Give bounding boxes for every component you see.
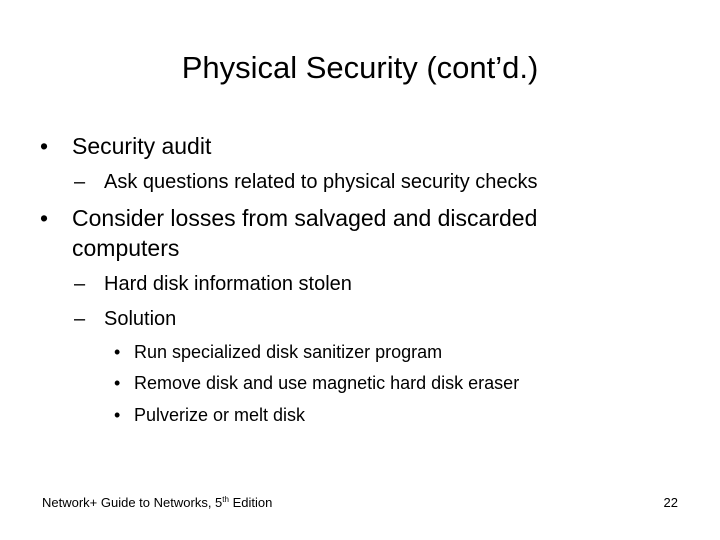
page-number: 22: [663, 495, 678, 510]
footer-book-suffix: Edition: [228, 495, 273, 510]
sub-sub-bullet-text: Remove disk and use magnetic hard disk eraser: [134, 373, 520, 393]
bullet-dot-icon: •: [40, 205, 49, 231]
bullet-text-line-1: Consider losses from salvaged and discarded: [72, 205, 538, 231]
bullet-dot-icon: •: [40, 133, 49, 159]
slide-title: Physical Security (cont’d.): [181, 50, 539, 85]
sub-bullet-text: Ask questions related to physical security checks: [104, 171, 538, 193]
bullet-dot-icon: •: [114, 373, 121, 393]
sub-sub-bullet-text: Run specialized disk sanitizer program: [134, 342, 443, 362]
dash-icon: –: [74, 308, 86, 330]
sub-bullet-text: Solution: [104, 308, 177, 330]
footer-book-prefix: Network+ Guide to Networks, 5: [42, 495, 223, 510]
bullet-dot-icon: •: [114, 342, 121, 362]
dash-icon: –: [74, 171, 86, 193]
sub-sub-bullet-text: Pulverize or melt disk: [134, 405, 306, 425]
bullet-text: Security audit: [72, 133, 212, 159]
sub-bullet-text: Hard disk information stolen: [104, 273, 352, 295]
bullet-text-line-2: computers: [72, 235, 180, 261]
footer-book-superscript: th: [222, 495, 229, 504]
bullet-dot-icon: •: [114, 405, 121, 425]
footer-book-title: [42, 494, 272, 512]
dash-icon: –: [74, 273, 86, 295]
